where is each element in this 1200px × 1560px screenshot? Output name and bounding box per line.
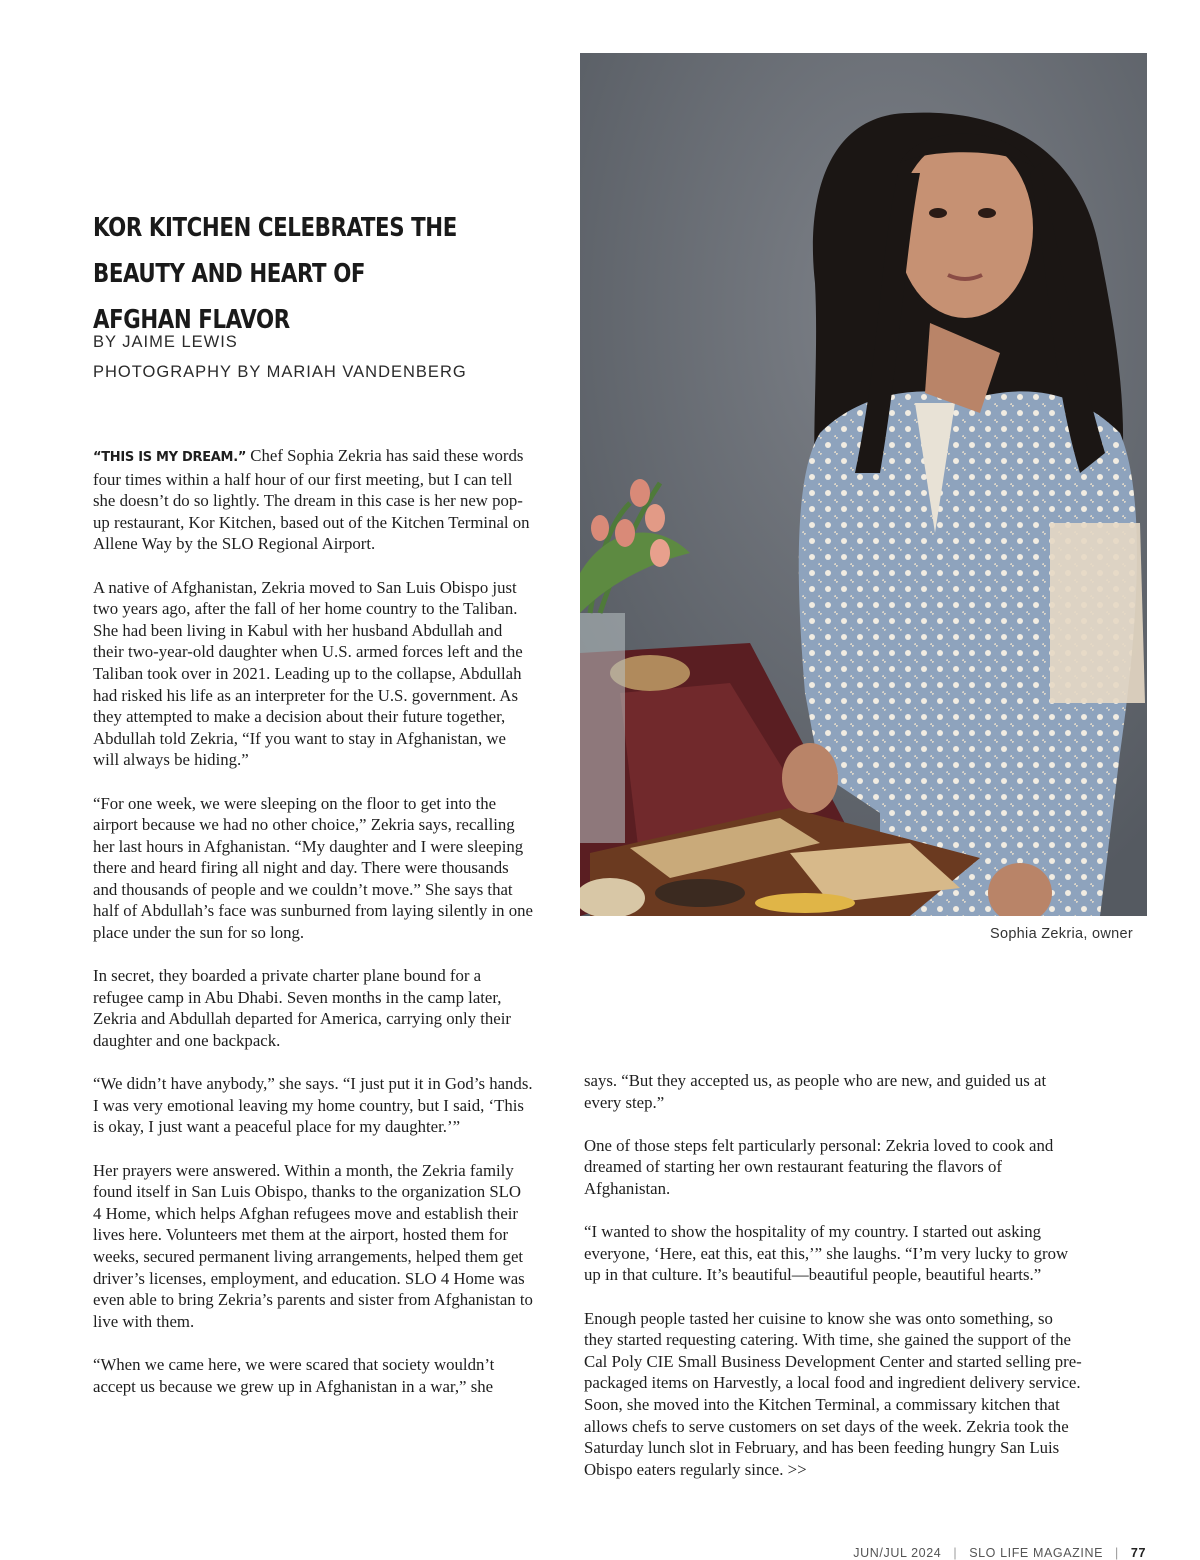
- article-paragraph: “For one week, we were sleeping on the floor to get into the airport because we had no other choice,” Zekria says, recalling her last hours in Afghanistan. “My daughter and I were sleeping there and heard firing all night and day. There were thousands and thousands of people and we couldn’t move.” She says that half of Abdullah’s face was sunburned from laying silently in one place under the sun for so long.: [93, 793, 533, 943]
- article-paragraph: A native of Afghanistan, Zekria moved to San Luis Obispo just two years ago, after the fall of her home country to the Taliban. She had been living in Kabul with her husband Abdullah and their two-year-old daughter when U.S. armed forces left and the Taliban took over in 2021. Leading up to the collapse, Abdullah had risked his life as an interpreter for the U.S. government. As they attempted to make a decision about their future together, Abdullah told Zekria, “If you want to stay in Afghanistan, we will always be hiding.”: [93, 577, 523, 770]
- article-paragraph: [93, 445, 533, 555]
- paragraph-text: Chef Sophia Zekria has said these words four times within a half hour of our first meeting, but I can tell she doesn’t do so lightly. The dream in this case is her new pop-up restaurant, Kor Kitchen, based out of the Kitchen Terminal on Allene Way by the SLO Regional Airport.: [93, 446, 530, 554]
- magazine-name: SLO LIFE MAGAZINE: [969, 1546, 1104, 1560]
- article-paragraph: “When we came here, we were scared that society wouldn’t accept us because we grew up in Afghanistan in a war,” she: [93, 1354, 495, 1396]
- issue-date: JUN/JUL 2024: [853, 1546, 942, 1560]
- portrait-illustration: [580, 53, 1147, 916]
- article-column-right: [584, 1070, 1084, 1502]
- article-paragraph: Enough people tasted her cuisine to know she was onto something, so they started requesting catering. With time, she gained the support of the Cal Poly CIE Small Business Development Center and started selling pre-packaged items on Harvestly, a local food and ingredient delivery service. Soon, she moved into the Kitchen Terminal, a commissary kitchen that allows chefs to serve customers on set days of the week. Zekria took the Saturday lunch slot in February, and has been feeding hungry San Luis Obispo eaters regularly since. >>: [584, 1308, 1082, 1479]
- article-column-left: [93, 445, 533, 1419]
- byline-block: [93, 327, 467, 387]
- lead-in-quote: “THIS IS MY DREAM.”: [93, 450, 247, 465]
- footer-separator: |: [1115, 1546, 1119, 1560]
- article-paragraph: “We didn’t have anybody,” she says. “I just put it in God’s hands. I was very emotional leaving my home country, but I said, ‘This is okay, I just want a peaceful place for my daughter.’”: [93, 1074, 533, 1137]
- article-paragraph: In secret, they boarded a private charter plane bound for a refugee camp in Abu Dhabi. Seven months in the camp later, Zekria and Abdullah departed for America, carrying only their daughter and one backpack.: [93, 966, 511, 1051]
- footer-separator: |: [953, 1546, 958, 1560]
- photo-caption: Sophia Zekria, owner: [989, 926, 1133, 942]
- article-paragraph: says. “But they accepted us, as people who are new, and guided us at every step.”: [584, 1071, 1047, 1112]
- portrait-photo: [580, 53, 1147, 916]
- article-paragraph: Her prayers were answered. Within a month, the Zekria family found itself in San Luis Obispo, thanks to the organization SLO 4 Home, which helps Afghan refugees move and establish their lives here. Volunteers met them at the airport, hosted them for weeks, secured permanent living arrangements, helped them get driver’s licenses, employment, and education. SLO 4 Home was even able to bring Zekria’s parents and sister from Afghanistan to live with them.: [93, 1160, 533, 1331]
- article-paragraph: One of those steps felt particularly personal: Zekria loved to cook and dreamed of starting her own restaurant featuring the flavors of Afghanistan.: [584, 1135, 1054, 1198]
- author-byline: BY JAIME LEWIS: [93, 333, 238, 351]
- article-paragraph: “I wanted to show the hospitality of my country. I started out asking everyone, ‘Here, eat this, eat this,’” she laughs. “I’m very lucky to grow up in that culture. It’s beautiful—beautiful people, beautiful hearts.”: [584, 1222, 1069, 1285]
- article-title: KOR KITCHEN CELEBRATES THE BEAUTY AND HEART OF AFGHAN FLAVOR: [93, 213, 457, 335]
- photo-credit: PHOTOGRAPHY BY MARIAH VANDENBERG: [93, 363, 467, 381]
- page-number: 77: [1130, 1546, 1146, 1560]
